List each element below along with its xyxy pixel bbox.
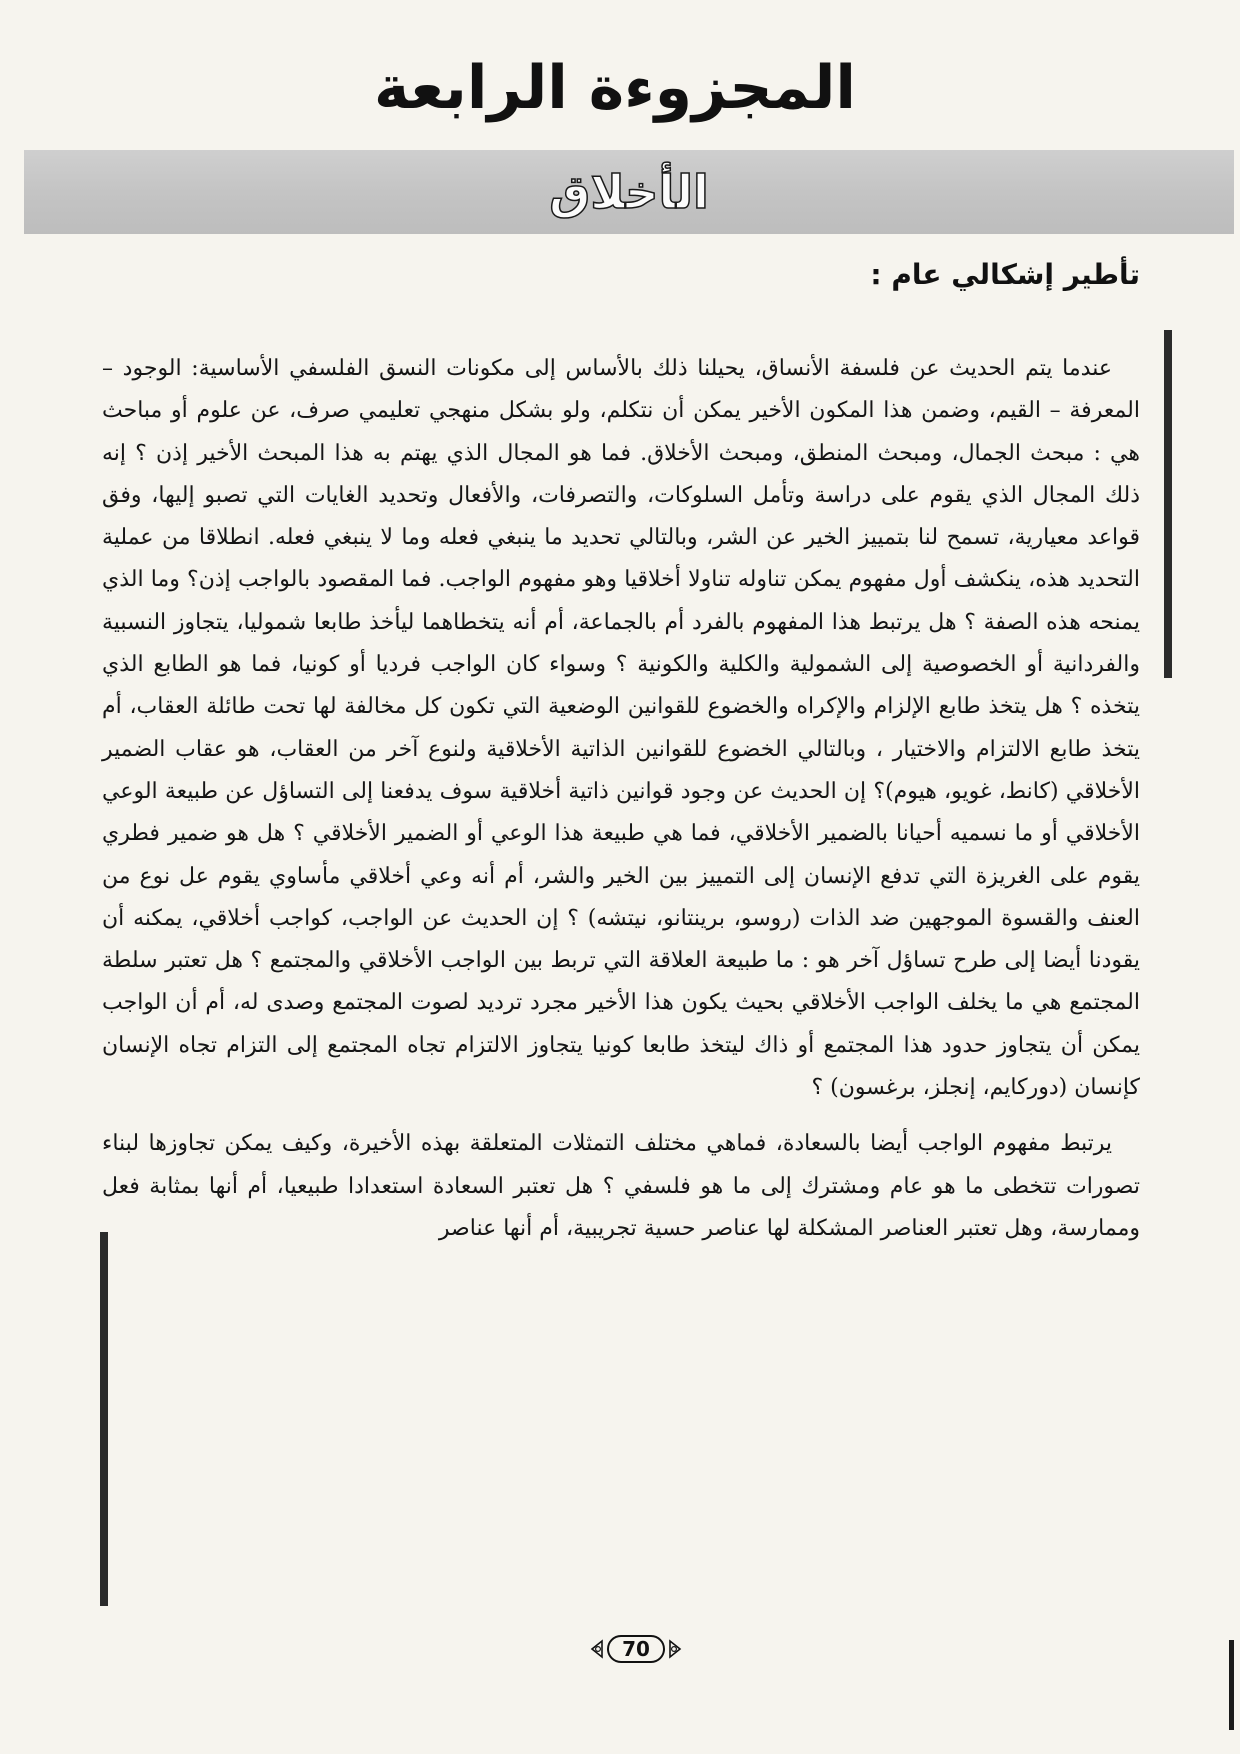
page-number <box>588 1632 684 1666</box>
paragraph: يرتبط مفهوم الواجب أيضا بالسعادة، فماهي مختلف التمثلات المتعلقة بهذه الأخيرة، وكيف يمكن تجاوزها لبناء تصورات تتخطى ما هو عام ومشترك إلى ما هو فلسفي ؟ هل تعتبر السعادة استعدادا طبيعيا، أم أنها بمثابة فعل وممارسة، وهل تعتبر العناصر المشكلة لها عناصر حسية تجريبية، أم أنها عناصر <box>102 1131 1140 1241</box>
paragraph: عندما يتم الحديث عن فلسفة الأنساق، يحيلنا ذلك بالأساس إلى مكونات النسق الفلسفي الأساسية: الوجود – المعرفة – القيم، وضمن هذا المكون الأخير يمكن أن نتكلم، ولو بشكل منهجي تعليمي صرف، عن علوم أو مباحث هي : مبحث الجمال، ومبحث المنطق، ومبحث الأخلاق. فما هو المجال الذي يهتم به هذا المبحث الأخير إذن ؟ إنه ذلك المجال الذي يقوم على دراسة وتأمل السلوكات، والتصرفات، والأفعال وتحديد الغايات التي تصبو إليها، وفق قواعد معيارية، تسمح لنا بتمييز الخير عن الشر، وبالتالي تحديد ما ينبغي فعله وما لا ينبغي فعله. انطلاقا من عملية التحديد هذه، ينكشف أول مفهوم يمكن تناوله تناولا أخلاقيا وهو مفهوم الواجب. فما المقصود بالواجب إذن؟ وما الذي يمنحه هذه الصفة ؟ هل يرتبط هذا المفهوم بالفرد أم بالجماعة، أم أنه يتخطاهما ليأخذ طابعا شموليا، يتجاوز النسبية والفردانية أو الخصوصية إلى الشمولية والكلية والكونية ؟ وسواء كان الواجب فرديا أو كونيا، فما هو الطابع الذي يتخذه ؟ هل يتخذ طابع الإلزام والإكراه والخضوع للقوانين الوضعية التي تكون كل مخالفة لها تحت طائلة العقاب، أم يتخذ طابع الالتزام والاختيار ، وبالتالي الخضوع للقوانين الذاتية الأخلاقية ولنوع آخر من العقاب، هو عقاب الضمير الأخلاقي (كانط، غويو، هيوم)؟ إن الحديث عن وجود قوانين ذاتية أخلاقية سوف يدفعنا إلى التساؤل عن طبيعة الوعي الأخلاقي أو ما نسميه أحيانا بالضمير الأخلاقي، فما هي طبيعة هذا الوعي أو الضمير الأخلاقي ؟ هل هو ضمير فطري يقوم على الغريزة التي تدفع الإنسان إلى التمييز بين الخير والشر، أم أنه وعي أخلاقي مأساوي يقوم عل نوع من العنف والقسوة الموجهين ضد الذات (روسو، برينتانو، نيتشه) ؟ إن الحديث عن الواجب، كواجب أخلاقي، يمكنه أن يقودنا أيضا إلى طرح تساؤل آخر هو : ما طبيعة العلاقة التي تربط بين الواجب الأخلاقي والمجتمع ؟ هل تعتبر سلطة المجتمع هي ما يخلف الواجب الأخلاقي بحيث يكون هذا الأخير مجرد ترديد لصوت المجتمع وصدى له، أم أن الواجب يمكن أن يتجاوز حدود هذا المجتمع أو ذاك ليتخذ طابعا كونيا يتجاوز الالتزام تجاه المجتمع إلى التزام تجاه الإنسان كإنسان (دوركايم، إنجلز، برغسون) ؟ <box>102 356 1140 1101</box>
chapter-title: الأخلاق <box>549 165 709 219</box>
page-number-text: 70 <box>622 1637 650 1661</box>
module-title: المجزوءة الرابعة <box>374 53 856 123</box>
margin-bar-bottom <box>100 1232 108 1606</box>
chapter-banner <box>24 150 1234 234</box>
scan-edge-mark <box>1229 1640 1234 1730</box>
margin-bar-top <box>1164 330 1172 678</box>
section-heading: تأطير إشكالي عام : <box>870 258 1140 291</box>
body-text <box>102 348 1140 1250</box>
